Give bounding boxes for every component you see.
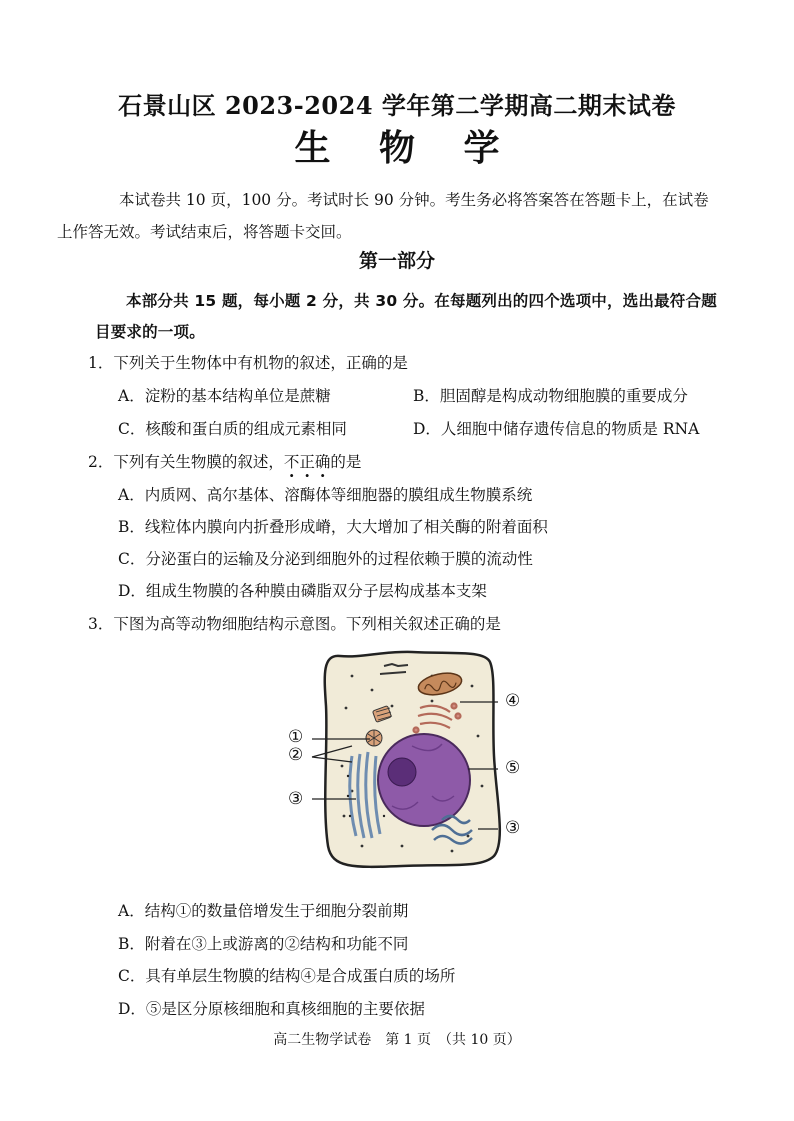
question-1-option-d: D．人细胞中储存遗传信息的物质是 RNA xyxy=(413,420,700,438)
section-desc-line-2: 目要求的一项。 xyxy=(95,323,205,341)
diagram-label-4: ④ xyxy=(505,691,521,711)
section-title: 第一部分 xyxy=(358,250,435,272)
diagram-label-3-left: ③ xyxy=(288,789,304,809)
instructions-line-1: 本试卷共 10 页，100 分。考试时长 90 分钟。考生务必将答案答在答题卡上，在试卷 xyxy=(119,191,709,209)
exam-instructions xyxy=(57,184,718,248)
section-desc-line-1: 本部分共 15 题，每小题 2 分，共 30 分。在每题列出的四个选项中，选出最符合题 xyxy=(126,292,717,310)
subject-title: 生 物 学 xyxy=(294,127,518,169)
page-title: 石景山区 2023-2024 学年第二学期高二期末试卷 xyxy=(118,91,676,120)
instructions-line-2: 上作答无效。考试结束后，将答题卡交回。 xyxy=(57,223,352,241)
question-3-stem: 3．下图为高等动物细胞结构示意图。下列相关叙述正确的是 xyxy=(88,615,501,633)
question-1-stem: 1．下列关于生物体中有机物的叙述，正确的是 xyxy=(88,354,408,372)
question-2-stem-pre: 2．下列有关生物膜的叙述， xyxy=(88,453,284,471)
animal-cell-diagram xyxy=(282,646,542,872)
question-2-stem-post: 的是 xyxy=(330,453,362,471)
question-3-option-d: D．⑤是区分原核细胞和真核细胞的主要依据 xyxy=(118,1000,425,1018)
diagram-label-2: ② xyxy=(288,745,304,765)
question-2-option-c: C．分泌蛋白的运输及分泌到细胞外的过程依赖于膜的流动性 xyxy=(118,550,533,568)
emphasis-char: 确 xyxy=(314,453,331,471)
question-3-option-a: A．结构①的数量倍增发生于细胞分裂前期 xyxy=(118,902,409,920)
emphasis-char: 正 xyxy=(299,453,315,471)
question-2-stem xyxy=(88,450,361,472)
question-1-option-b: B．胆固醇是构成动物细胞膜的重要成分 xyxy=(413,387,688,405)
question-1-option-a: A．淀粉的基本结构单位是蔗糖 xyxy=(118,387,331,405)
question-2-option-a: A．内质网、高尔基体、溶酶体等细胞器的膜组成生物膜系统 xyxy=(118,486,533,504)
emphasis-char: 不 xyxy=(283,453,300,471)
question-3-option-c: C．具有单层生物膜的结构④是合成蛋白质的场所 xyxy=(118,967,456,985)
diagram-label-3-right: ③ xyxy=(505,818,521,838)
question-2-option-b: B．线粒体内膜向内折叠形成嵴，大大增加了相关酶的附着面积 xyxy=(118,518,548,536)
nucleolus xyxy=(388,758,416,786)
question-2-stem-emphasis xyxy=(284,453,331,471)
question-1-option-c: C．核酸和蛋白质的组成元素相同 xyxy=(118,420,347,438)
page-footer: 高二生物学试卷 第 1 页 （共 10 页） xyxy=(273,1032,521,1048)
question-2-option-d: D．组成生物膜的各种膜由磷脂双分子层构成基本支架 xyxy=(118,582,487,600)
question-3-option-b: B．附着在③上或游离的②结构和功能不同 xyxy=(118,935,409,953)
diagram-label-1: ① xyxy=(288,727,304,747)
diagram-label-5: ⑤ xyxy=(505,758,521,778)
